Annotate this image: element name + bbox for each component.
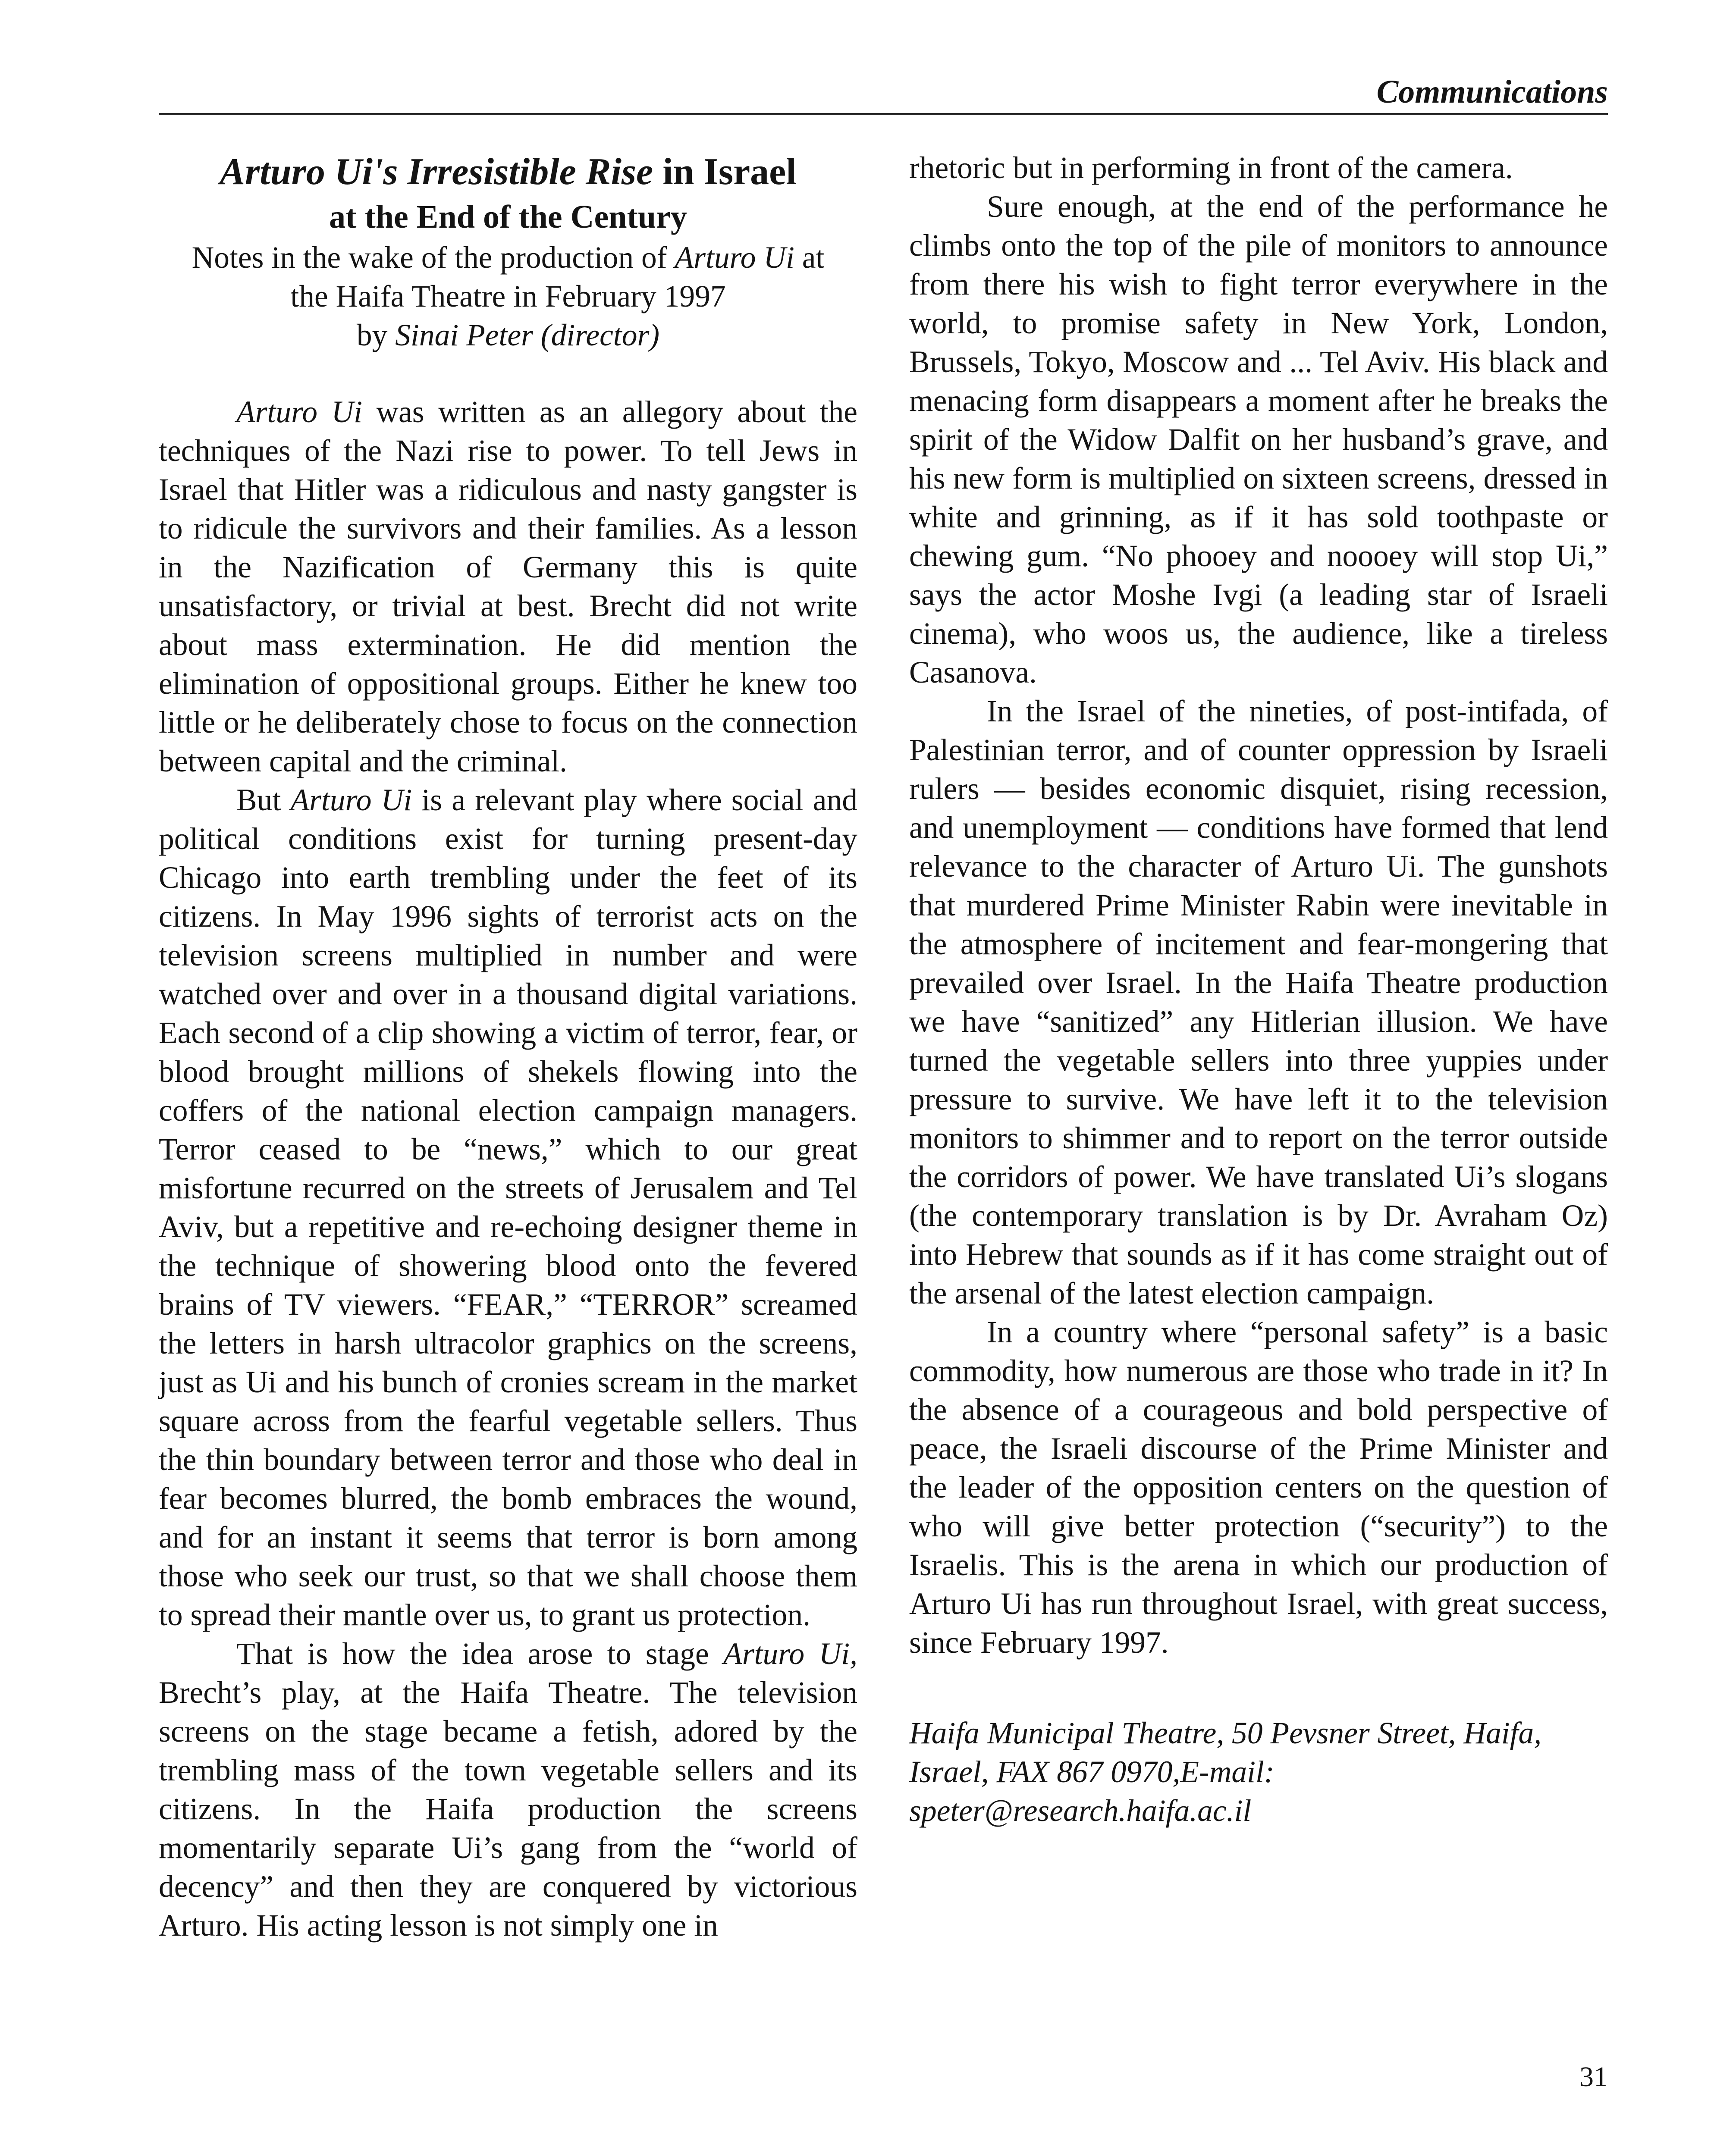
paragraph-text: But: [236, 783, 291, 817]
header-rule: [159, 113, 1608, 115]
body-paragraph-3-continued: rhetoric but in performing in front of the camera.: [909, 151, 1513, 185]
byline-author: Sinai Peter (director): [395, 318, 660, 352]
spacer: [909, 1662, 1608, 1714]
address-line-2: Israel, FAX 867 0970,E-mail:: [909, 1755, 1275, 1789]
address-line-1: Haifa Municipal Theatre, 50 Pevsner Street, Haifa,: [909, 1716, 1542, 1750]
body-paragraph-5: In the Israel of the nineties, of post-intifada, of Palestinian terror, and of counter oppression by Israeli rulers — besides economic disquiet, rising recession, and unemployment — conditions have formed that lend relevance to the character of Arturo Ui. The gunshots that murdered Prime Minister Rabin were inevitable in the atmosphere of incitement and fear-mongering that prevailed over Israel. In the Haifa Theatre production we have “sanitized” any Hitlerian illusion. We have turned the vegetable sellers into three yuppies under pressure to survive. We have left it to the television monitors to shimmer and to report on the terror outside the corridors of power. We have translated Ui’s slogans (the contemporary translation is by Dr. Avraham Oz) into Hebrew that sounds as if it has come straight out of the arsenal of the latest election campaign.: [909, 694, 1608, 1310]
body-paragraph-3: [159, 1635, 857, 1945]
byline-prefix: by: [356, 318, 396, 352]
subtitle-text-a: Notes in the wake of the production of: [191, 241, 675, 275]
paragraph-text: Brecht’s play, at the Haifa Theatre. The television screens on the stage became a fetish, adored by the trembling mass of the town vegetable sellers and its citizens. In the Haifa production the screens momentarily separate Ui’s gang from the “world of decency” and then they are conquered by victorious Arturo. His acting lesson is not simply one in: [159, 1676, 857, 1943]
play-title-italic: Arturo Ui,: [723, 1637, 857, 1671]
page-number: 31: [1579, 2061, 1608, 2093]
address-email: speter@research.haifa.ac.il: [909, 1794, 1252, 1828]
article-title-line2: at the End of the Century: [329, 199, 687, 235]
article-title-italic: Arturo Ui's Irresistible Rise: [220, 151, 653, 193]
play-title-italic: Arturo Ui: [236, 395, 362, 429]
subtitle-play-title: Arturo Ui: [675, 241, 794, 275]
body-paragraph-1: [159, 393, 857, 781]
article-title-rest: in Israel: [653, 151, 797, 193]
article-subtitle-line2: the Haifa Theatre in February 1997: [290, 279, 726, 313]
body-paragraph-6: In a country where “personal safety” is a basic commodity, how numerous are those who trade in it? In the absence of a courageous and bold perspective of peace, the Israeli discourse of the Prime Minister and the leader of the opposition centers on the question of who will give better protection (“security”) to the Israelis. This is the arena in which our production of Arturo Ui has run throughout Israel, with great success, since February 1997.: [909, 1315, 1608, 1660]
paragraph-text: was written as an allegory about the techniques of the Nazi rise to power. To tell Jews in Israel that Hitler was a ridiculous and nasty gangster is to ridicule the survivors and their families. As a lesson in the Nazification of Germany this is quite unsatisfactory, or trivial at best. Brecht did not write about mass extermination. He did mention the elimination of oppositional groups. Either he knew too little or he deliberately chose to focus on the connection between capital and the criminal.: [159, 395, 857, 778]
section-header: Communications: [1376, 74, 1608, 110]
article-subtitle-line1: [159, 238, 857, 277]
article-byline: [159, 316, 857, 355]
play-title-italic: Arturo Ui: [290, 783, 412, 817]
contact-address: [909, 1714, 1608, 1830]
body-paragraph-4: Sure enough, at the end of the performance he climbs onto the top of the pile of monitors to announce from there his wish to fight terror everywhere in the world, to promise safety in New York, London, Brussels, Tokyo, Moscow and ... Tel Aviv. His black and menacing form disappears a moment after he breaks the spirit of the Widow Dalfit on her husband’s grave, and his new form is multiplied on sixteen screens, dressed in white and grinning, as if it has sold toothpaste or chewing gum. “No phooey and noooey will stop Ui,” says the actor Moshe Ivgi (a leading star of Israeli cinema), who woos us, the audience, like a tireless Casanova.: [909, 190, 1608, 689]
left-column: [159, 149, 857, 1945]
right-column: [909, 149, 1608, 1830]
article-title-block: [159, 149, 857, 355]
subtitle-text-c: at: [794, 241, 825, 275]
paragraph-text: is a relevant play where social and political conditions exist for turning present-day Chicago into earth trembling under the feet of its citizens. In May 1996 sights of terrorist acts on the television screens multiplied in number and were watched over and over in a thousand digital variations. Each second of a clip showing a victim of terror, fear, or blood brought millions of shekels flowing into the coffers of the national election campaign managers. Terror ceased to be “news,” which to our great misfortune recurred on the streets of Jerusalem and Tel Aviv, but a repetitive and re-echoing designer theme in the technique of showering blood onto the fevered brains of TV viewers. “FEAR,” “TERROR” screamed the letters in harsh ultracolor graphics on the screens, just as Ui and his bunch of cronies scream in the market square across from the fearful vegetable sellers. Thus the thin boundary between terror and those who deal in fear becomes blurred, the bomb embraces the wound, and for an instant it seems that terror is born among those who seek our trust, so that we shall choose them to spread their mantle over us, to grant us protection.: [159, 783, 857, 1632]
article-title: [159, 149, 857, 195]
body-paragraph-2: [159, 781, 857, 1635]
paragraph-text: That is how the idea arose to stage: [236, 1637, 724, 1671]
